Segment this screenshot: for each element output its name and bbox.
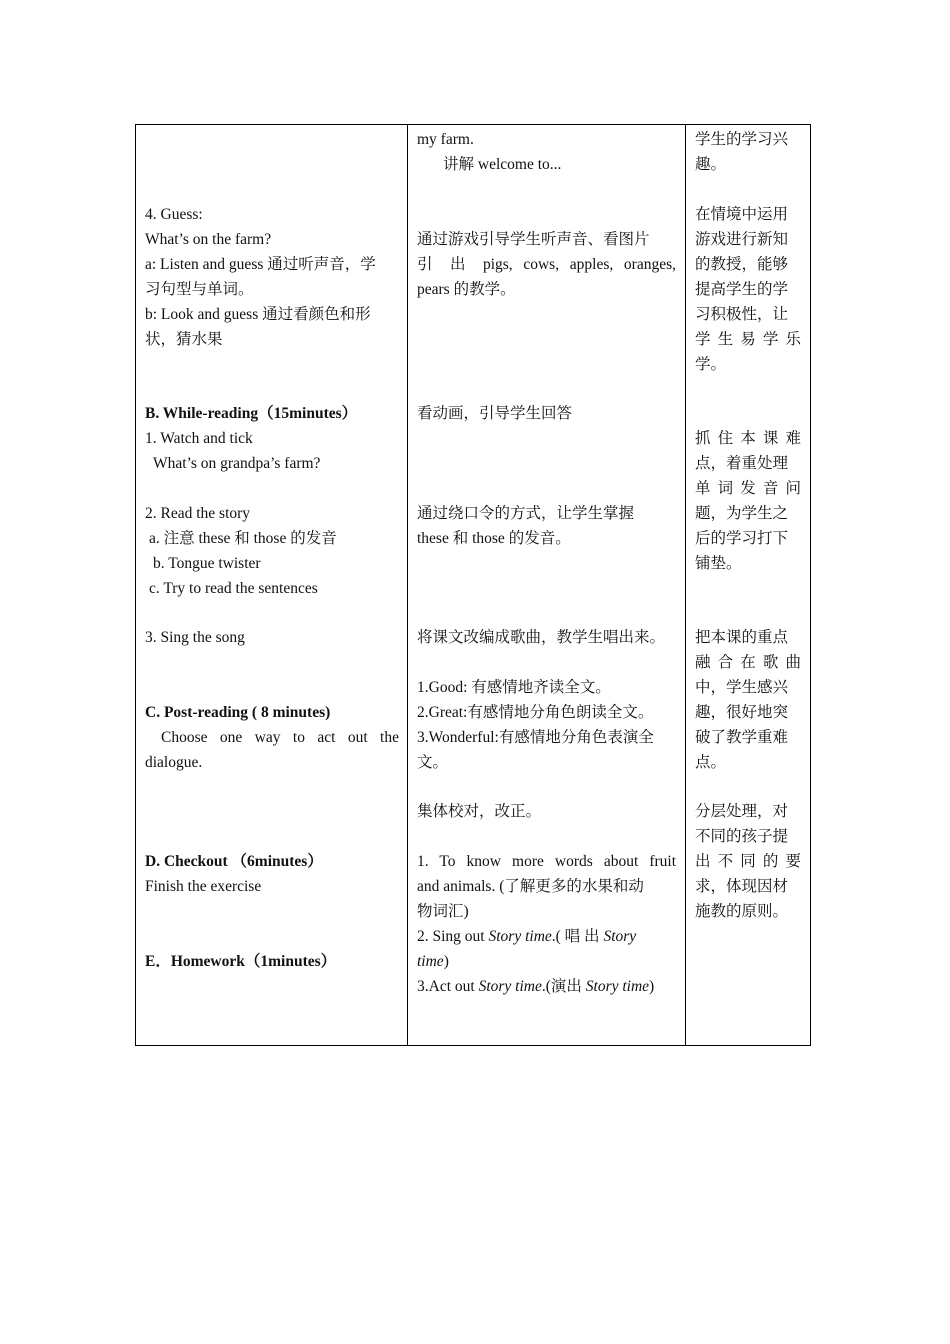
col3-game-line3: 的教授，能够: [695, 256, 789, 273]
col3-layered-line2: 不同的孩子提: [695, 828, 789, 845]
col2-homework1-line3: 物词汇): [417, 903, 469, 920]
col3-song-line1: 把本课的重点: [695, 629, 789, 646]
guess-b-line2: 状，猜水果: [145, 331, 223, 348]
col3-layered-line4: 求，体现因材: [695, 878, 789, 895]
col2-good-line: 1.Good: 有感情地齐读全文。: [417, 679, 611, 696]
col3-song-line6: 点。: [695, 754, 727, 771]
while-reading-heading: B. While-reading（15minutes）: [145, 405, 358, 422]
sing-the-song: 3. Sing the song: [145, 629, 245, 646]
watch-question: What’s on grandpa’s farm?: [153, 455, 321, 472]
col3-song-line4: 趣，很好地突: [695, 704, 789, 721]
col3-difficulty-line3: 单 词 发 音 问: [695, 480, 801, 497]
col3-difficulty-line2: 点，着重处理: [695, 455, 789, 472]
col2-watch-line: 看动画，引导学生回答: [417, 405, 573, 422]
read-the-story: 2. Read the story: [145, 505, 251, 522]
col3-interest-line1: 学生的学习兴: [695, 131, 789, 148]
col2-wonderful-line1: 3.Wonderful:有感情地分角色表演全: [417, 729, 654, 746]
col2-game-line3: pears 的教学。: [417, 281, 516, 298]
col3-layered-line5: 施教的原则。: [695, 903, 789, 920]
column-divider: [407, 125, 408, 1045]
col3-layered-line1: 分层处理，对: [695, 803, 789, 820]
col3-game-line6: 学 生 易 学 乐: [695, 331, 801, 348]
col3-game-line7: 学。: [695, 356, 727, 373]
lesson-plan-table: [135, 124, 811, 1046]
post-reading-heading: C. Post-reading ( 8 minutes): [145, 704, 331, 721]
col3-difficulty-line4: 题，为学生之: [695, 505, 789, 522]
col2-check-line: 集体校对，改正。: [417, 803, 542, 820]
col3-difficulty-line5: 后的学习打下: [695, 530, 789, 547]
col3-game-line1: 在情境中运用: [695, 206, 789, 223]
guess-a-line1: a: Listen and guess 通过听声音，学: [145, 256, 376, 273]
col2-line-myfarm: my farm.: [417, 131, 474, 148]
col2-great-line: 2.Great:有感情地分角色朗读全文。: [417, 704, 654, 721]
homework-heading: E．Homework（1minutes）: [145, 953, 337, 970]
read-item-b: b. Tongue twister: [153, 555, 261, 572]
guess-heading: 4. Guess:: [145, 206, 203, 223]
read-item-c: c. Try to read the sentences: [149, 580, 318, 597]
col3-song-line3: 中，学生感兴: [695, 679, 789, 696]
col2-game-line2: 引 出 pigs, cows, apples, oranges,: [417, 256, 676, 273]
col3-game-line4: 提高学生的学: [695, 281, 789, 298]
col2-tongue-line1: 通过绕口令的方式，让学生掌握: [417, 505, 635, 522]
col3-difficulty-line1: 抓 住 本 课 难: [695, 430, 801, 447]
col2-game-line1: 通过游戏引导学生听声音、看图片: [417, 231, 650, 248]
col2-homework1-line1: 1. To know more words about fruit: [417, 853, 676, 870]
checkout-line1: Finish the exercise: [145, 878, 262, 895]
col2-tongue-line2: these 和 those 的发音。: [417, 530, 571, 547]
col3-song-line5: 破了教学重难: [695, 729, 789, 746]
col2-line-welcome: 讲解 welcome to...: [443, 156, 562, 173]
post-reading-line2: dialogue.: [145, 754, 203, 771]
read-item-a: a. 注意 these 和 those 的发音: [149, 530, 337, 547]
col3-game-line5: 习积极性，让: [695, 306, 789, 323]
col2-homework1-line2: and animals. (了解更多的水果和动: [417, 878, 644, 895]
col2-wonderful-line2: 文。: [417, 754, 449, 771]
col2-homework2-line2: time): [417, 953, 449, 970]
guess-question: What’s on the farm?: [145, 231, 272, 248]
col3-interest-line2: 趣。: [695, 156, 727, 173]
guess-a-line2: 习句型与单词。: [145, 281, 254, 298]
col3-game-line2: 游戏进行新知: [695, 231, 789, 248]
post-reading-line1: Choose one way to act out the: [161, 729, 399, 746]
col3-song-line2: 融 合 在 歌 曲: [695, 654, 801, 671]
col2-song-line: 将课文改编成歌曲，教学生唱出来。: [417, 629, 666, 646]
col3-layered-line3: 出 不 同 的 要: [695, 853, 801, 870]
col3-difficulty-line6: 铺垫。: [695, 555, 742, 572]
checkout-heading: D. Checkout （6minutes）: [145, 853, 323, 870]
col2-homework2-line1: 2. Sing out Story time.( 唱 出 Story: [417, 928, 637, 945]
column-divider: [685, 125, 686, 1045]
watch-and-tick: 1. Watch and tick: [145, 430, 253, 447]
guess-b-line1: b: Look and guess 通过看颜色和形: [145, 306, 371, 323]
col2-homework3-line: 3.Act out Story time.(演出 Story time): [417, 978, 655, 995]
